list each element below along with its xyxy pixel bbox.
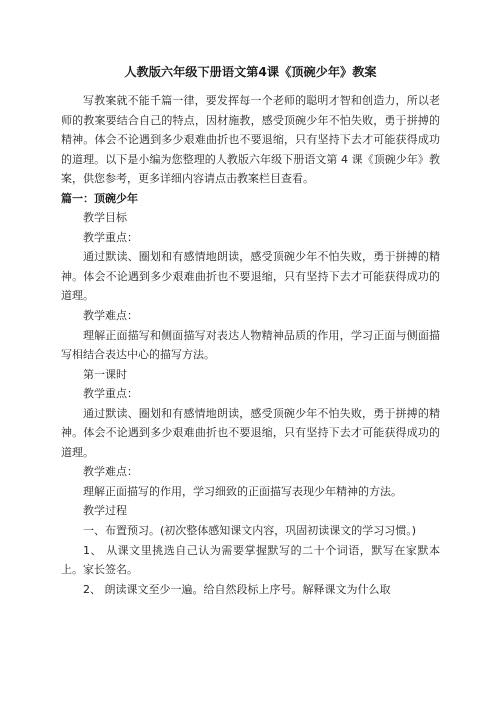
step-1-1: 1、 从课文里挑选自己认为需要掌握默写的二十个词语，默写在家默本上。家长签名。 xyxy=(61,543,440,577)
key-points-text-2: 通过默读、圈划和有感情地朗读，感受顶碗少年不怕失败，勇于拼搏的精神。体会不论遇到多少艰难曲折也不要退缩，只有坚持下去才可能获得成功的道理。 xyxy=(61,406,440,459)
goals-label: 教学目标 xyxy=(83,211,127,225)
difficulty-label-1: 教学难点： xyxy=(83,309,138,323)
difficulty-label-2: 教学难点： xyxy=(83,465,138,479)
difficulty-text-2: 理解正面描写的作用，学习细致的正面描写表现少年精神的方法。 xyxy=(83,484,402,498)
intro-paragraph: 写教案就不能千篇一律，要发挥每一个老师的聪明才智和创造力，所以老师的教案要结合自己的特点，因材施教，感受顶碗少年不怕失败，勇于拼搏的精神。体会不论遇到多少艰难曲折也不要退缩，只有坚持下去才可能获得成功的道理。以下是小编为您整理的人教版六年级下册语文第 4 课《顶碗少年》教案，供您参考，更多详细内容请点击教案栏目查看。 xyxy=(61,94,440,186)
lesson-label: 第一课时 xyxy=(83,367,127,381)
key-points-text-1: 通过默读、圈划和有感情地朗读，感受顶碗少年不怕失败，勇于拼搏的精神。体会不论遇到多少艰难曲折也不要退缩，只有坚持下去才可能获得成功的道理。 xyxy=(61,250,440,303)
key-points-label-1: 教学重点： xyxy=(83,230,138,244)
step-1: 一、布置预习。(初次整体感知课文内容，巩固初读课文的学习习惯。) xyxy=(83,524,417,538)
section-heading: 篇一：顶碗少年 xyxy=(61,191,138,205)
key-points-label-2: 教学重点： xyxy=(83,387,138,401)
difficulty-text-1: 理解正面描写和侧面描写对表达人物精神品质的作用，学习正面与侧面描写相结合表达中心的描写方法。 xyxy=(61,328,440,362)
process-label: 教学过程 xyxy=(83,504,127,518)
document-body xyxy=(61,91,440,599)
step-1-2: 2、 朗读课文至少一遍。给自然段标上序号。解释课文为什么取 xyxy=(83,582,391,596)
document-title: 人教版六年级下册语文第4课《顶碗少年》教案 xyxy=(124,65,377,79)
